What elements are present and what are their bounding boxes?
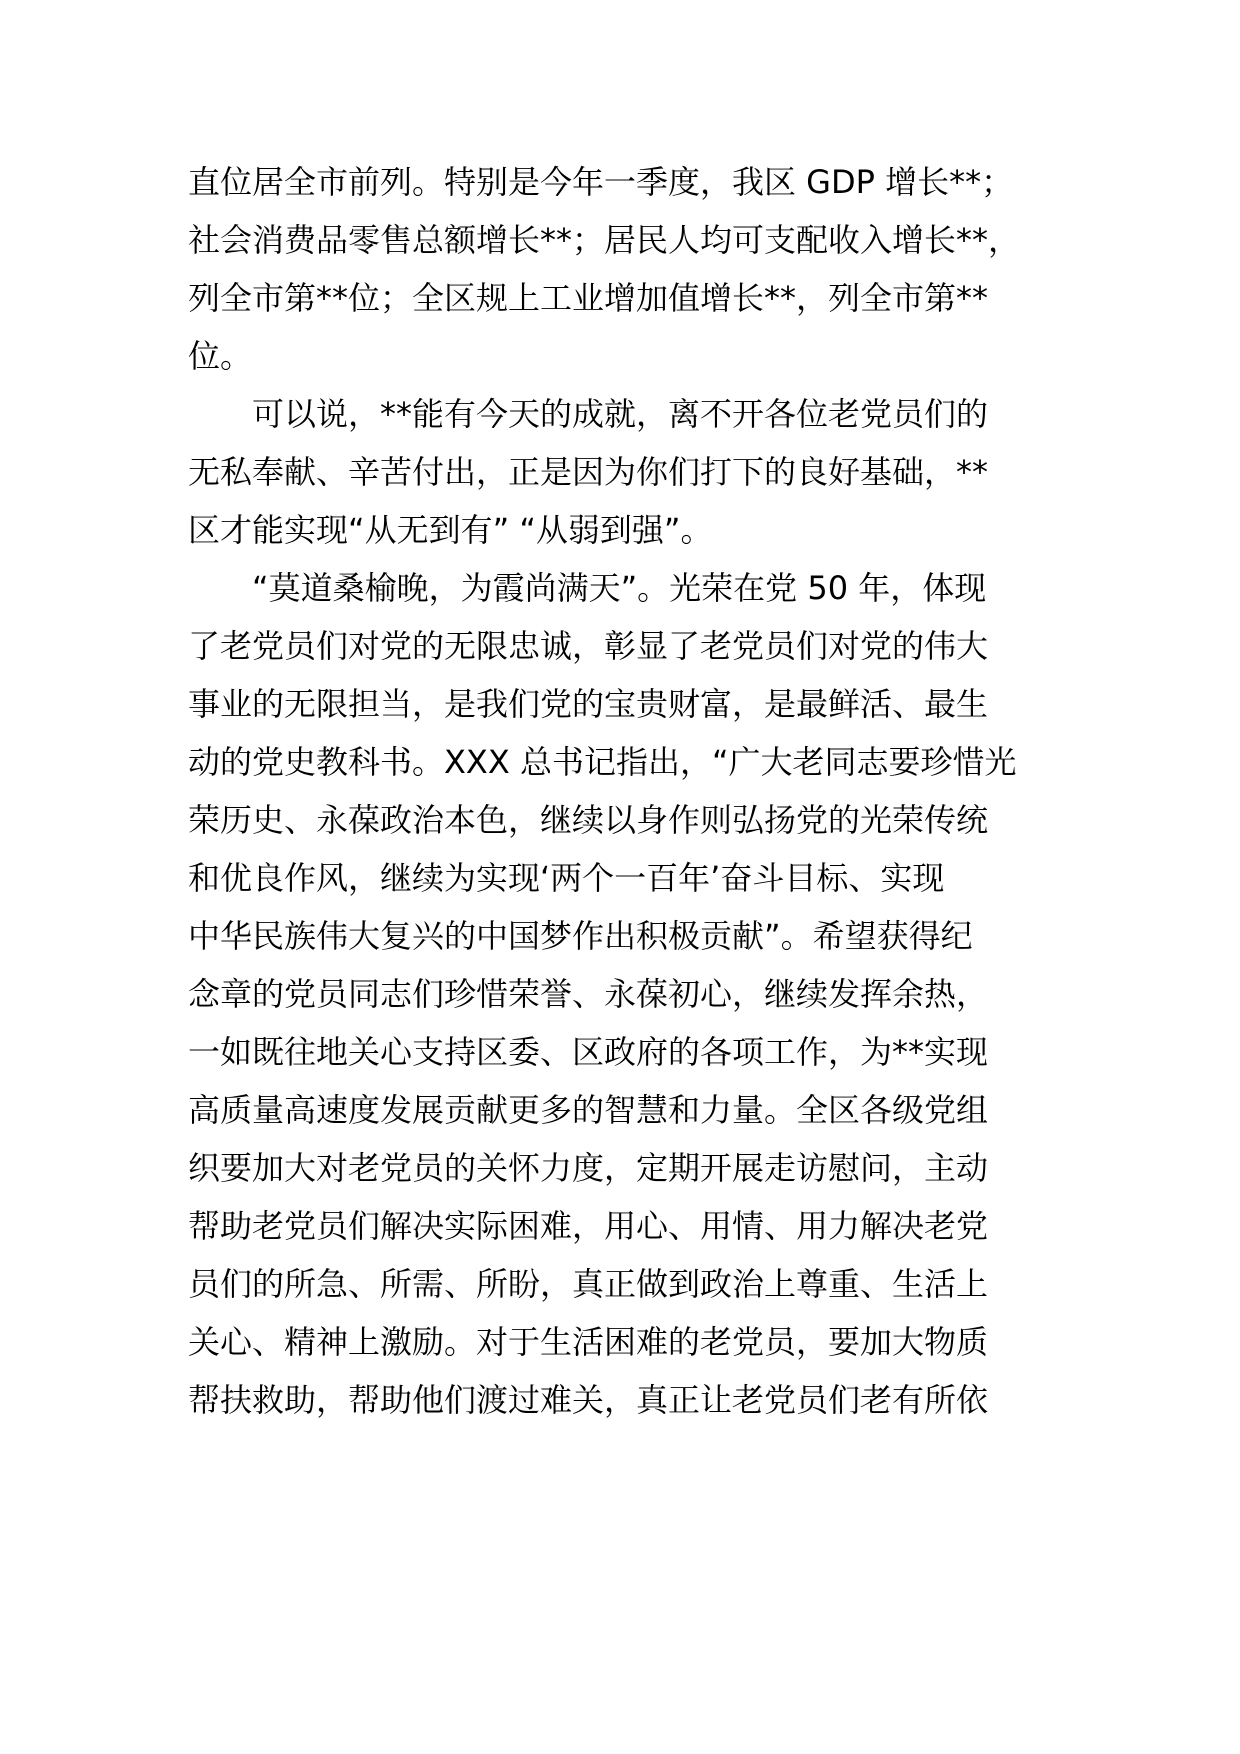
text-line: 列全市第**位；全区规上工业增加值增长**，列全市第** [188, 279, 989, 317]
paragraph-start-line: “莫道桑榆晚，为霞尚满天”。光荣在党 50 年，体现 [252, 569, 987, 607]
text-line: 帮扶救助，帮助他们渡过难关，真正让老党员们老有所依 [188, 1381, 989, 1419]
text-line: 了老党员们对党的无限忠诚，彰显了老党员们对党的伟大 [188, 627, 989, 665]
text-line: 中华民族伟大复兴的中国梦作出积极贡献”。希望获得纪 [188, 917, 973, 955]
paragraph-start-line: 可以说，**能有今天的成就，离不开各位老党员们的 [252, 395, 989, 433]
text-line: 织要加大对老党员的关怀力度，定期开展走访慰问，主动 [188, 1149, 989, 1187]
text-line: 一如既往地关心支持区委、区政府的各项工作，为**实现 [188, 1033, 989, 1071]
text-line: 区才能实现“从无到有” “从弱到强”。 [188, 511, 713, 549]
text-line: 高质量高速度发展贡献更多的智慧和力量。全区各级党组 [188, 1091, 989, 1129]
text-line: 无私奉献、辛苦付出，正是因为你们打下的良好基础，** [188, 453, 989, 491]
text-line: 帮助老党员们解决实际困难，用心、用情、用力解决老党 [188, 1207, 989, 1245]
text-line: 位。 [188, 337, 253, 375]
text-line: 直位居全市前列。特别是今年一季度，我区 GDP 增长**； [188, 163, 1014, 201]
text-line: 动的党史教科书。XXX 总书记指出，“广大老同志要珍惜光 [188, 743, 1017, 781]
text-line: 荣历史、永葆政治本色，继续以身作则弘扬党的光荣传统 [188, 801, 989, 839]
text-line: 念章的党员同志们珍惜荣誉、永葆初心，继续发挥余热， [188, 975, 989, 1013]
text-line: 事业的无限担当，是我们党的宝贵财富，是最鲜活、最生 [188, 685, 989, 723]
text-line: 和优良作风，继续为实现‘两个一百年’奋斗目标、实现 [188, 859, 945, 897]
text-line: 社会消费品零售总额增长**；居民人均可支配收入增长**， [188, 221, 1021, 259]
text-line: 关心、精神上激励。对于生活困难的老党员，要加大物质 [188, 1323, 989, 1361]
text-line: 员们的所急、所需、所盼，真正做到政治上尊重、生活上 [188, 1265, 989, 1303]
